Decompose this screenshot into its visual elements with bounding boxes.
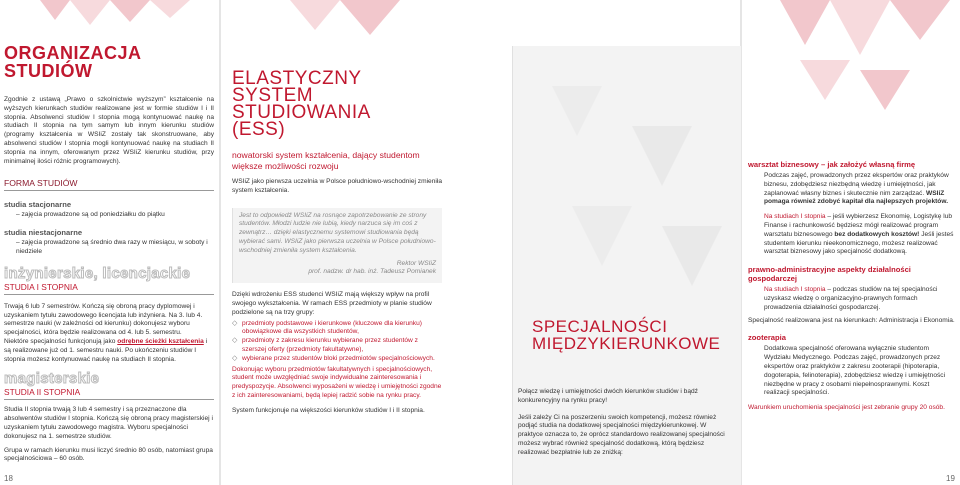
column-miedzykierunkowe — [748, 160, 956, 413]
ess-body3: System funkcjonuje na większości kierunków studiów I i II stopnia. — [232, 406, 425, 414]
quote-signature-2: prof. nadzw. dr hab. inż. Tadeusz Pomianek — [308, 268, 436, 276]
forma-heading: FORMA STUDIÓW — [4, 178, 214, 191]
ess-subtitle: nowatorski system kształcenia, dający studentom większe możliwości rozwoju — [232, 150, 420, 171]
decorative-triangles — [290, 0, 450, 40]
intro-text: Zgodnie z ustawą „Prawo o szkolnictwie wyższym” kształcenie na wyższych kierunkach studiów realizowane jest w formie studiów I i II stopnia. Absolwenci studiów I stopnia mogą kontynuować naukę na studiach II stopnia na tym samym lub innym kierunku studiów (programy kształcenia w WSIiZ zostały tak skonstruowane, aby absolwenci studiów I stopnia mogli kontynuować naukę na studiach II stopnia na innym, oferowanym przez WSIiZ kierunku studiów, przy minimalnej ilości różnic programowych). — [4, 96, 214, 165]
zooterapia-foot: Warunkiem uruchomienia specjalności jest zebranie grupy 20 osób. — [748, 404, 945, 412]
decorative-triangles — [740, 0, 960, 145]
warsztat-text2 — [748, 213, 956, 257]
magisterskie-outline: magisterskie — [4, 370, 100, 388]
stopien1-text: Trwają 6 lub 7 semestrów. Kończą się obroną pracy dyplomowej i uzyskaniem tytułu zawodowego licencjata lub inżyniera. Na 3. lub 4. semestrze nauki (w zależności od kierunku) dokonujesz wyboru specjalności, która będzie realizowana od 4. lub 5. semestru. — [4, 302, 203, 337]
warsztat-label: Na studiach I stopnia — [764, 213, 826, 221]
niestacjonarne-heading: studia niestacjonarne — [4, 228, 83, 238]
column-ess — [232, 70, 442, 416]
column-specjalnosci-text — [518, 388, 732, 458]
column-organizacja — [4, 44, 214, 464]
warsztat-p2d: Jeśli jesteś studentem kierunku nieekonomicznego, możesz realizować warsztat biznesowy jako specjalność dodatkową. — [764, 230, 954, 256]
stopien1-highlight: odrębne ścieżki kształcenia — [117, 337, 204, 345]
stacjonarne-heading: studia stacjonarne — [4, 200, 72, 210]
stopien1-text2a: Niektóre specjalności funkcjonują jako — [4, 337, 118, 345]
prawno-p1b: – podczas studiów na tej specjalności uzyskasz wiedzę o organizacyjno-prawnych formach prowadzenia działalności gospodarczej. — [764, 286, 938, 311]
stopien1-text2 — [4, 338, 214, 364]
spec-text2: Jeśli zależy Ci na poszerzeniu swoich kompetencji, możesz również podjąć studia na dodatkowej specjalności międzykierunkowej. W praktyce oznacza to, że oprócz standardowo realizowanej specjalności możesz wybrać również specjalność dodatkową, którą będziesz realizować bezpłatnie lub ze zniżką: — [518, 413, 725, 456]
warsztat-p2b: – jeśli wybierzesz Ekonomię, Logistykę lub Finanse i rachunkowość będziesz mógł realizować program warsztatu biznesowego — [764, 213, 953, 238]
prawno-label: Na studiach I stopnia — [764, 286, 826, 294]
stopien1-text2c: i są realizowane już od 1. semestru nauki. Po ukończeniu studiów I stopnia możesz kontynuować naukę na studiach II stopnia. — [4, 337, 208, 363]
column-specjalnosci — [532, 318, 732, 352]
bullet-item: ◇ przedmioty z zakresu kierunku wybierane przez studentów z szerszej oferty (przedmioty fakultatywne), — [232, 337, 442, 355]
specjalnosci-title: SPECJALNOŚCI MIĘDZYKIERUNKOWE — [532, 317, 721, 353]
stopien2-text: Studia II stopnia trwają 3 lub 4 semestry i są przeznaczone dla absolwentów studiów I stopnia. Kończą się obroną pracy magisterskiej i uzyskaniem tytułu zawodowego magistra. Wyboru specjalności dokonujesz na 1. semestrze studiów. — [4, 406, 213, 440]
prawno-heading: prawno-administracyjne aspekty działalności gospodarczej — [748, 265, 911, 284]
decorative-pattern — [512, 46, 740, 306]
prawno-text — [748, 286, 956, 312]
stopien1-heading: STUDIA I STOPNIA — [4, 282, 214, 295]
bullet-item: ◇ wybierane przez studentów bloki przedmiotów specjalnościowych. — [232, 355, 442, 364]
quote-signature-1: Rektor WSIiZ — [396, 259, 436, 267]
zooterapia-text: Dodatkowa specjalność oferowana wyłącznie studentom Wydziału Medycznego. Podczas zajęć, prowadzonych przez ekspertów oraz praktyków z zakresu zooterapii (hipoterapia, dogoterapia, felinoterapia), zdobędziesz wiedzę i umiejętności niezbędne w pracy z osobami niepełnosprawnymi. Koszt realizacji specjalności. — [764, 345, 946, 397]
decorative-triangles — [0, 0, 200, 45]
ess-body1: Dzięki wdrożeniu ESS studenci WSIiZ mają większy wpływ na profil swojego wykształcenia. W ramach ESS przedmioty w planie studiów podzielone są na trzy grupy: — [232, 291, 432, 316]
ess-body2: Dokonując wyboru przedmiotów fakultatywnych i specjalnościowych, student może uwzględniać swoje indywidualne zainteresowania i predyspozycje. Absolwenci wyposażeni w wiedzę i umiejętności zgodne z ich zainteresowaniami, będą lepiej radzić sobie na rynku pracy. — [232, 365, 442, 399]
ess-title: ELASTYCZNY SYSTEM STUDIOWANIA (ESS) — [232, 68, 370, 140]
page-number-right: 19 — [946, 474, 955, 483]
ess-lead: WSIiZ jako pierwsza uczelnia w Polsce południowo-wschodniej zmieniła system kształcenia. — [232, 178, 442, 194]
column-divider — [219, 0, 221, 485]
bullet-item: ◇ przedmioty podstawowe i kierunkowe (kluczowe dla kierunku) obowiązkowe dla wszystkich studentów, — [232, 320, 442, 338]
page-number-left: 18 — [4, 474, 13, 483]
prawno-text2: Specjalność realizowana jest na kierunkach: Administracja i Ekonomia. — [748, 316, 955, 324]
warsztat-bold: WSIiZ pomaga również zdobyć kapitał dla najlepszych projektów. — [764, 189, 949, 206]
ess-bullets — [232, 320, 442, 364]
warsztat-p2c: bez dodatkowych kosztów! — [834, 230, 920, 238]
spec-text1: Połącz wiedzę i umiejętności dwóch kierunków studiów i bądź konkurencyjny na rynku pracy! — [518, 388, 698, 404]
warsztat-heading: warsztat biznesowy – jak założyć własną firmę — [748, 160, 916, 169]
grupa-text: Grupa w ramach kierunku musi liczyć średnio 80 osób, natomiast grupa specjalnościowa – 60 osób. — [4, 446, 213, 463]
quote-box — [232, 208, 442, 284]
zooterapia-heading: zooterapia — [748, 333, 786, 343]
inzynierskie-outline: inżynierskie, licencjackie — [4, 264, 191, 282]
warsztat-text-main: Podczas zajęć, prowadzonych przez ekspertów oraz praktyków biznesu, zdobędziesz niezbędną wiedzę i umiejętności, jak zaplanować własny biznes i skutecznie nim zarządzać. — [764, 172, 949, 197]
niestacjonarne-text: – zajęcia prowadzone są średnio dwa razy w miesiącu, w soboty i niedziele — [16, 239, 208, 255]
rector-quote: Jest to odpowiedź WSIiZ na rosnące zapotrzebowanie ze strony studentów. Młodzi ludzie nie lubią, kiedy narzuca się im coś z zewnątrz… dzięki elastycznemu systemowi studiowania będą wybierać sami. WSIiZ jako pierwsza uczelnia w Polsce południowo-wschodniej zmieniła system kształcenia. — [239, 211, 436, 254]
warsztat-text — [748, 172, 956, 207]
page-title: ORGANIZACJA STUDIÓW — [4, 43, 141, 81]
stacjonarne-text: – zajęcia prowadzone są od poniedziałku do piątku — [16, 211, 165, 219]
stopien2-heading: STUDIA II STOPNIA — [4, 387, 214, 400]
